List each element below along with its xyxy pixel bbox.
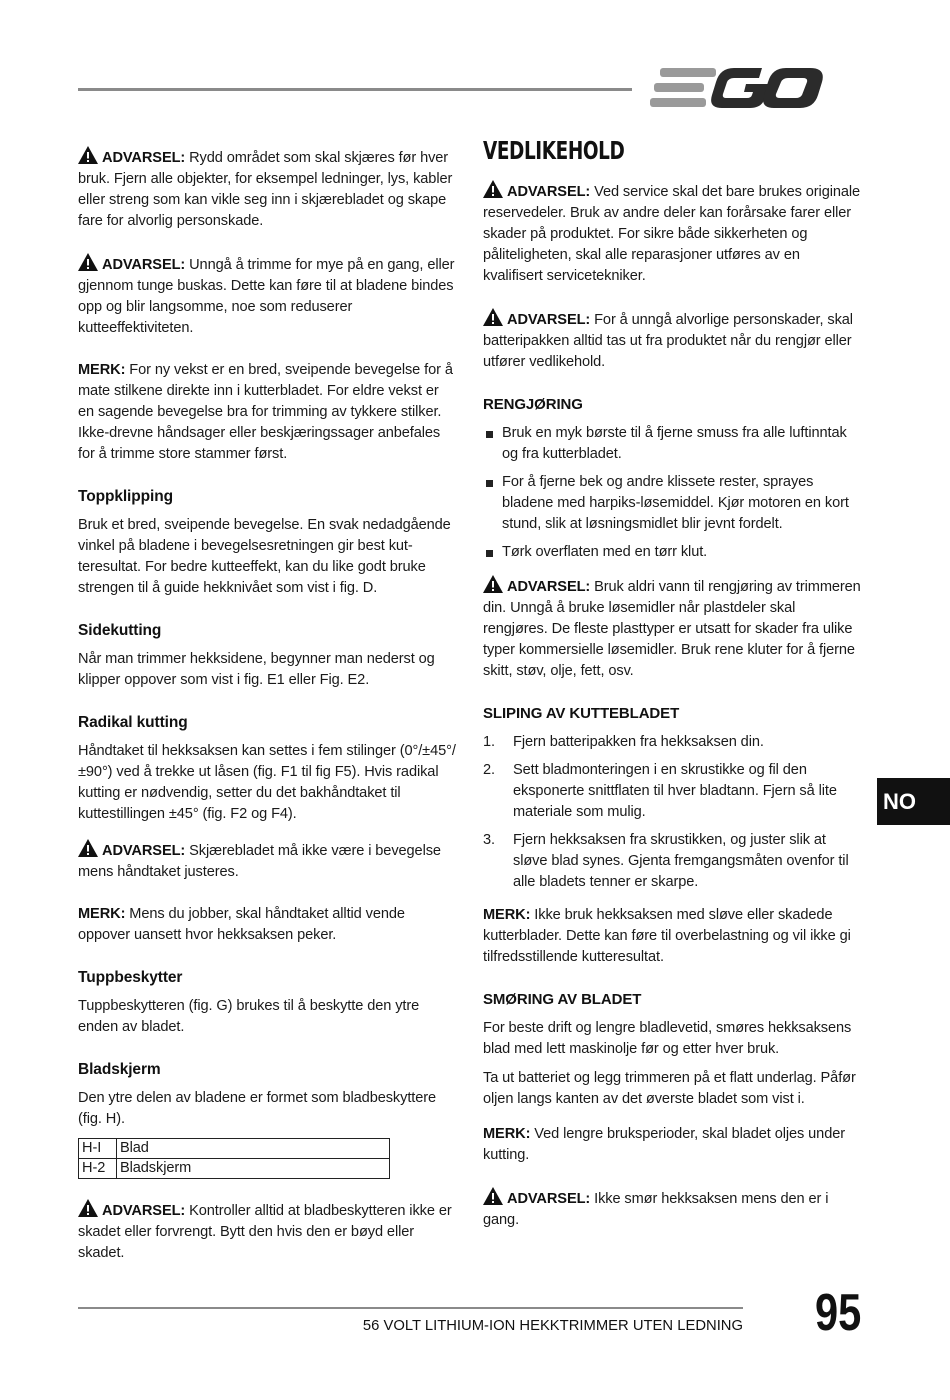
warning-text: Bruk aldri vann til rengjøring av trimmeren din. Unngå å bruke løsemidler når plastdeler skal rengjøres. De fleste plasttyper er utsatt for skader fra ulike typer kommersielle løsemidler. Bruk rene kluter for å fjerne skitt, støv, olje, fett, osv.	[483, 579, 861, 679]
list-item	[483, 830, 863, 893]
warning-icon	[78, 253, 98, 271]
heading-rengjoring: RENGJØRING	[483, 396, 583, 413]
warning-text: Ikke smør hekksaksen mens den er i gang.	[483, 1191, 829, 1228]
warning-text: Skjærebladet må ikke være i bevegelse mens håndtaket justeres.	[78, 843, 441, 880]
table-cell-name: Blad	[117, 1139, 390, 1159]
step-text: Fjern hekksaksen fra skrustikken, og juster slik at sløve blad synes. Gjenta fremgangsmåten ovenfor til alle bladets tenner er skarpe.	[513, 832, 849, 890]
heading-tuppbeskytter: Tuppbeskytter	[78, 969, 183, 986]
note-growth	[78, 360, 456, 465]
warning-label: ADVARSEL:	[507, 1191, 591, 1207]
step-number: 1.	[483, 734, 495, 750]
note-dull-blades	[483, 905, 863, 968]
warning-label: ADVARSEL:	[102, 257, 186, 273]
heading-bladskjerm: Bladskjerm	[78, 1061, 161, 1078]
note-label: MERK:	[78, 362, 126, 378]
table-cell-name: Bladskjerm	[117, 1159, 390, 1179]
note-label: MERK:	[483, 1126, 531, 1142]
warning-text: For å unngå alvorlige personskader, skal batteripakken alltid tas ut fra produktet når du rengjør eller utfører vedlikehold.	[483, 312, 853, 370]
step-text: Fjern batteripakken fra hekksaksen din.	[513, 734, 764, 750]
warning-label: ADVARSEL:	[507, 184, 591, 200]
right-column	[483, 136, 863, 1231]
left-column	[78, 146, 456, 1264]
warning-icon	[483, 575, 503, 593]
list-item	[483, 732, 863, 753]
warning-label: ADVARSEL:	[102, 150, 186, 166]
header-rule	[78, 88, 632, 91]
note-label: MERK:	[483, 907, 531, 923]
table-cell-code: H-2	[79, 1159, 117, 1179]
warning-icon	[483, 308, 503, 326]
warning-label: ADVARSEL:	[507, 312, 591, 328]
text-tuppbeskytter: Tuppbeskytteren (fig. G) brukes til å beskytte den ytre enden av bladet.	[78, 998, 420, 1035]
list-item: Bruk en myk børste til å fjerne smuss fra alle luftinntak og fra kutterbladet.	[483, 423, 863, 465]
warning-text: Unngå å trimme for mye på en gang, eller gjennom tunge buskas. Dette kan føre til at bladene bindes opp og blir langsomme, noe som reduserer kutteeffektiviteten.	[78, 257, 455, 336]
warning-icon	[78, 146, 98, 164]
sharpening-steps	[483, 732, 863, 893]
step-number: 2.	[483, 762, 495, 778]
table-row	[79, 1139, 390, 1159]
note-text: For ny vekst er en bred, sveipende bevegelse for å mate stilkene direkte inn i kutterbladet. For eldre vekst er en sagende bevegelse bra for trimming av tykkere stilker. Ikke-drevne håndsager eller beskjæringssager anbefales for å trimme store stammer først.	[78, 362, 453, 462]
note-text: Mens du jobber, skal håndtaket alltid vende oppover uansett hvor hekksaksen peker.	[78, 906, 405, 943]
warning-battery	[483, 308, 863, 373]
warning-icon	[483, 180, 503, 198]
language-tab: NO	[877, 778, 950, 825]
parts-table	[78, 1138, 390, 1179]
text-sidekutting: Når man trimmer hekksidene, begynner man nederst og klipper oppover som vist i fig. E1 eller Fig. E2.	[78, 651, 435, 688]
text-toppklipping: Bruk et bred, sveipende bevegelse. En svak nedadgående vinkel på bladene i bevegelsesretningen gir best kut-teresultat. For bedre kutteeffekt, kan du like godt bruke strengen til å guide hekknivået som vist i fig. D.	[78, 517, 451, 596]
heading-toppklipping: Toppklipping	[78, 488, 173, 505]
warning-icon	[483, 1187, 503, 1205]
list-item: Tørk overflaten med en tørr klut.	[483, 542, 863, 563]
note-oil	[483, 1124, 863, 1166]
warning-overtrim	[78, 253, 456, 339]
table-row	[79, 1159, 390, 1179]
cleaning-list	[483, 423, 863, 563]
step-number: 3.	[483, 832, 495, 848]
warning-label: ADVARSEL:	[102, 1203, 186, 1219]
warning-parts	[483, 180, 863, 287]
section-title: VEDLIKEHOLD	[483, 136, 625, 165]
note-handle	[78, 904, 456, 946]
note-text: Ikke bruk hekksaksen med sløve eller skadede kutterblader. Dette kan føre til overbelastning og vil ikke gi tilfredsstillende kutteresultat.	[483, 907, 851, 965]
note-text: Ved lengre bruksperioder, skal bladet oljes under kutting.	[483, 1126, 845, 1163]
list-item	[483, 760, 863, 823]
warning-label: ADVARSEL:	[102, 843, 186, 859]
warning-text: Ved service skal det bare brukes originale reservedeler. Bruk av andre deler kan forårsake farer eller skader på produktet. For sikre både sikkerheten og påliteligheten, skal alle reparasjoner utføres av en kvalifisert servicetekniker.	[483, 184, 861, 284]
note-label: MERK:	[78, 906, 126, 922]
ego-logo	[650, 62, 862, 114]
warning-blade-motion	[78, 839, 456, 883]
heading-sidekutting: Sidekutting	[78, 622, 162, 639]
text-radikal: Håndtaket til hekksaksen kan settes i fem stilinger (0°/±45°/±90°) ved å trekke ut låsen (fig. F1 til fig F5). Hvis radikal kutting er nødvendig, setter du det bakhåndtaket til kuttestillingen ±45° (fig. F2 og F4).	[78, 743, 456, 822]
text-smoring-2: Ta ut batteriet og legg trimmeren på et flatt underlag. Påfør oljen langs kanten av det øverste bladet som vist i.	[483, 1070, 856, 1107]
heading-sliping: SLIPING AV KUTTEBLADET	[483, 705, 680, 722]
warning-icon	[78, 1199, 98, 1217]
warning-clear-area	[78, 146, 456, 232]
step-text: Sett bladmonteringen i en skrustikke og fil den eksponerte snittflaten til hver bladtann. Fjern så lite materiale som mulig.	[513, 762, 837, 820]
text-bladskjerm: Den ytre delen av bladene er formet som bladbeskyttere (fig. H).	[78, 1090, 437, 1127]
warning-no-oil-running	[483, 1187, 863, 1231]
warning-text: Kontroller alltid at bladbeskytteren ikke er skadet eller forvrengt. Bytt den hvis den er bøyd eller skadet.	[78, 1203, 452, 1261]
heading-smoring: SMØRING AV BLADET	[483, 991, 642, 1008]
footer-title: 56 VOLT LITHIUM-ION HEKKTRIMMER UTEN LEDNING	[362, 1318, 743, 1334]
table-cell-code: H-I	[79, 1139, 117, 1159]
warning-blade-guard	[78, 1199, 456, 1264]
text-smoring-1: For beste drift og lengre bladlevetid, smøres hekksaksens blad med lett maskinolje før og etter hver bruk.	[483, 1020, 852, 1057]
page-number: 95	[815, 1284, 862, 1342]
warning-icon	[78, 839, 98, 857]
warning-text: Rydd området som skal skjæres før hver bruk. Fjern alle objekter, for eksempel ledninger, lys, kabler eller streng som kan vikle seg inn i skjærebladet og skape fare for alvorlig personskade.	[78, 150, 453, 229]
footer-rule	[78, 1307, 743, 1309]
list-item: For å fjerne bek og andre klissete rester, sprayes bladene med harpiks-løsemiddel. Kjør motoren en kort stund, slik at løsningsmidlet blir jevnt fordelt.	[483, 472, 863, 535]
warning-label: ADVARSEL:	[507, 579, 591, 595]
heading-radikal: Radikal kutting	[78, 714, 188, 731]
warning-water	[483, 575, 863, 682]
